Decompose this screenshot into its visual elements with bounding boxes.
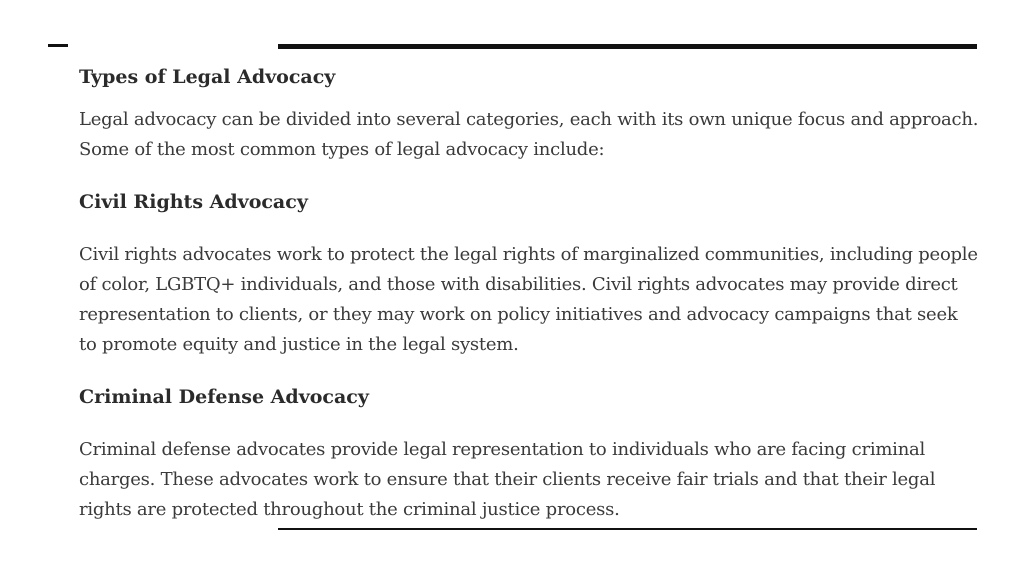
section-heading-criminal-defense: Criminal Defense Advocacy xyxy=(79,386,369,408)
bottom-divider-rule xyxy=(278,528,977,530)
top-left-dash xyxy=(48,44,68,47)
section-heading-types: Types of Legal Advocacy xyxy=(79,66,336,88)
section-paragraph-civil-rights: Civil rights advocates work to protect the legal rights of marginalized communities, including people of color, LGBTQ+ individuals, and those with disabilities. Civil rights advocates may provide direct representation to clients, or they may work on policy initiatives and advocacy campaigns that seek to promote equity and justice in the legal system. xyxy=(79,244,978,355)
section-paragraph-criminal-defense: Criminal defense advocates provide legal representation to individuals who are facing criminal charges. These advocates work to ensure that their clients receive fair trials and that their legal rights are protected throughout the criminal justice process. xyxy=(79,439,936,520)
section-paragraph-types: Legal advocacy can be divided into several categories, each with its own unique focus and approach. Some of the most common types of legal advocacy include: xyxy=(79,109,979,160)
section-heading-civil-rights: Civil Rights Advocacy xyxy=(79,191,308,213)
document-body xyxy=(79,60,979,525)
top-divider-rule xyxy=(278,44,977,49)
